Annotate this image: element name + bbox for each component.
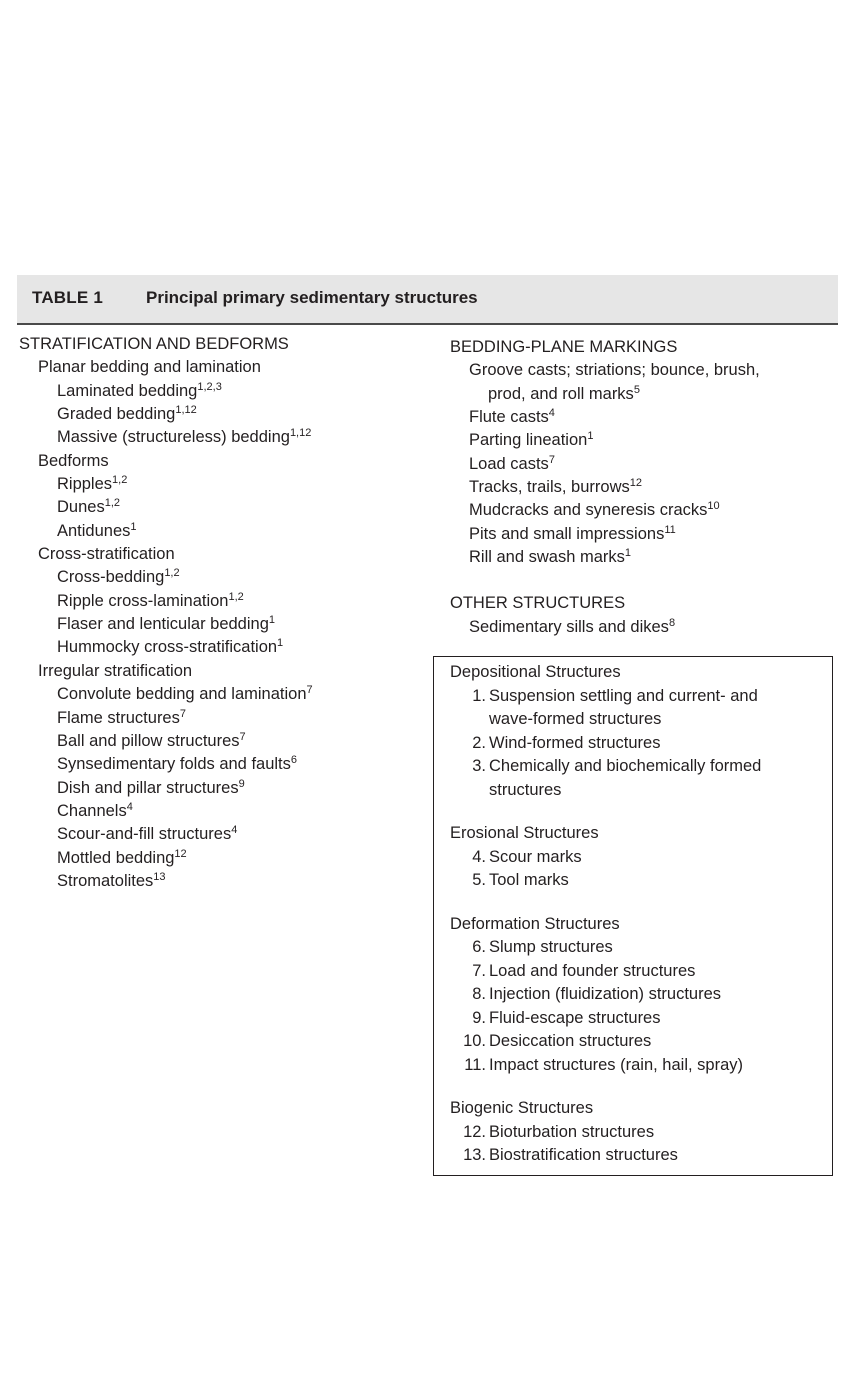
footnote-ref: 8 — [668, 616, 676, 629]
legend-text: Load and founder structures — [489, 961, 696, 980]
spacer — [450, 802, 761, 822]
list-item — [19, 543, 313, 566]
footnote-ref: 1,2 — [104, 497, 120, 510]
footnote-ref: 7 — [306, 684, 313, 697]
legend-number: 3. — [472, 757, 486, 775]
legend-item — [450, 960, 761, 984]
legend-number: 10. — [463, 1032, 486, 1050]
item-text: Cross-bedding — [57, 568, 165, 587]
legend-text: Bioturbation structures — [489, 1122, 655, 1141]
item-text: Ripple cross-lamination — [57, 591, 229, 610]
legend-item — [450, 685, 761, 709]
item-text: Scour-and-fill structures — [57, 825, 232, 844]
legend-text: Tool marks — [489, 871, 569, 889]
list-item — [19, 520, 313, 543]
section-heading — [450, 592, 760, 615]
list-item — [19, 823, 313, 846]
legend-heading: Deformation Structures — [450, 914, 620, 933]
footnote-ref: 1 — [268, 614, 276, 627]
list-item — [450, 499, 760, 522]
item-text: Irregular stratification — [38, 661, 193, 680]
list-item — [450, 476, 760, 499]
legend-item — [450, 846, 761, 870]
list-item — [19, 660, 313, 683]
left-column — [19, 333, 313, 893]
legend-item — [450, 983, 761, 1007]
legend-item — [450, 936, 761, 960]
legend-text: wave-formed structures — [489, 710, 662, 728]
item-text: Massive (structureless) bedding — [57, 428, 290, 447]
legend-heading: Biogenic Structures — [450, 1099, 594, 1117]
item-text: Bedforms — [38, 451, 109, 470]
item-text: STRATIFICATION AND BEDFORMS — [19, 335, 289, 353]
legend-number: 6. — [472, 938, 486, 956]
list-item — [450, 383, 760, 406]
legend-text: Desiccation structures — [489, 1032, 652, 1050]
table-number: TABLE 1 — [32, 288, 103, 307]
section-heading — [19, 333, 313, 356]
item-text: Dunes — [57, 498, 105, 517]
footnote-ref: 4 — [231, 824, 238, 837]
legend-text: Scour marks — [489, 847, 582, 866]
legend-number: 5. — [472, 871, 486, 889]
item-text: Cross-stratification — [38, 545, 175, 564]
spacer — [450, 893, 761, 913]
footnote-ref: 1,2 — [228, 590, 244, 603]
legend-item — [450, 1144, 761, 1168]
list-item — [19, 847, 313, 870]
legend-text: Impact structures (rain, hail, spray) — [489, 1055, 743, 1074]
list-item — [450, 429, 760, 452]
legend-number: 2. — [472, 733, 486, 752]
item-text: Groove casts; striations; bounce, brush, — [469, 361, 760, 380]
list-item — [450, 406, 760, 429]
section-heading — [450, 336, 760, 359]
legend-item — [450, 1121, 761, 1145]
item-text: Load casts — [469, 454, 549, 473]
legend-text: Wind-formed structures — [489, 733, 661, 752]
legend-item — [450, 779, 761, 803]
footnote-ref: 1 — [624, 547, 632, 560]
item-text: Convolute bedding and lamination — [57, 685, 307, 704]
list-item — [19, 450, 313, 473]
footnote-ref: 9 — [238, 777, 245, 790]
list-item — [19, 730, 313, 753]
list-item — [19, 683, 313, 706]
item-text: Flaser and lenticular bedding — [57, 615, 269, 634]
legend-number: 1. — [472, 686, 486, 705]
legend-number: 11. — [464, 1055, 486, 1074]
item-text: Flame structures — [57, 708, 180, 727]
legend-text: structures — [489, 780, 562, 799]
item-text: Sedimentary sills and dikes — [469, 617, 669, 636]
item-text: Antidunes — [57, 521, 131, 540]
legend-text: Slump structures — [489, 938, 613, 956]
item-text: Planar bedding and lamination — [38, 358, 261, 377]
list-item — [450, 453, 760, 476]
footnote-ref: 12 — [174, 847, 187, 860]
legend-number: 9. — [472, 1008, 486, 1027]
footnote-ref: 11 — [664, 523, 676, 536]
item-text: Tracks, trails, burrows — [469, 478, 630, 497]
item-text: Dish and pillar structures — [57, 778, 239, 797]
footnote-ref: 6 — [290, 754, 298, 767]
spacer — [450, 1077, 761, 1097]
footnote-ref: 1,2 — [164, 567, 180, 580]
list-item — [450, 616, 760, 639]
item-text: Mottled bedding — [57, 848, 175, 867]
footnote-ref: 4 — [548, 407, 555, 420]
footnote-ref: 12 — [629, 477, 642, 490]
list-item — [19, 380, 313, 403]
legend-item — [450, 1054, 761, 1078]
right-column — [450, 336, 760, 639]
item-text: Graded bedding — [57, 405, 176, 424]
list-item — [450, 546, 760, 569]
list-item — [19, 870, 313, 893]
legend-number: 12. — [463, 1122, 486, 1141]
footnote-ref: 13 — [153, 870, 166, 883]
item-text: OTHER STRUCTURES — [450, 594, 626, 613]
item-text: Hummocky cross-stratification — [57, 638, 278, 657]
footnote-ref: 4 — [126, 800, 133, 813]
item-text: BEDDING-PLANE MARKINGS — [450, 338, 678, 356]
legend-item — [450, 708, 761, 732]
item-text: Ball and pillow structures — [57, 731, 240, 750]
list-item — [19, 356, 313, 379]
item-text: Laminated bedding — [57, 381, 198, 400]
spacer — [450, 569, 760, 592]
list-item — [19, 496, 313, 519]
list-item — [450, 523, 760, 546]
footnote-ref: 1 — [130, 520, 137, 533]
item-text: Stromatolites — [57, 871, 154, 890]
legend-text: Suspension settling and current- and — [489, 686, 758, 705]
legend-item — [450, 755, 761, 779]
legend-item — [450, 1030, 761, 1054]
legend-heading: Erosional Structures — [450, 824, 599, 842]
item-text: Ripples — [57, 475, 113, 494]
legend-text: Biostratification structures — [489, 1146, 678, 1164]
item-text: Mudcracks and syneresis cracks — [469, 501, 708, 520]
footnote-ref: 1,2,3 — [197, 380, 222, 393]
table-title: Principal primary sedimentary structures — [146, 288, 478, 307]
footnote-ref: 7 — [179, 707, 186, 720]
legend-text: Chemically and biochemically formed — [489, 757, 762, 775]
item-text: Parting lineation — [469, 431, 588, 450]
footnote-ref: 1 — [277, 637, 284, 650]
legend-text: Injection (fluidization) structures — [489, 985, 722, 1003]
list-item — [19, 426, 313, 449]
table-header — [17, 275, 838, 325]
list-item — [19, 777, 313, 800]
list-item — [19, 566, 313, 589]
item-text: Rill and swash marks — [469, 548, 625, 567]
footnote-ref: 5 — [633, 383, 640, 396]
legend-number: 13. — [463, 1146, 486, 1164]
footnote-ref: 1,12 — [175, 404, 197, 417]
list-item — [19, 753, 313, 776]
item-text: Channels — [57, 801, 127, 820]
legend-item — [450, 732, 761, 756]
legend-text: Fluid-escape structures — [489, 1008, 661, 1027]
legend-item — [450, 869, 761, 893]
list-item — [19, 800, 313, 823]
legend-list — [450, 661, 761, 1168]
list-item — [450, 359, 760, 382]
item-text: Flute casts — [469, 408, 549, 427]
list-item — [19, 473, 313, 496]
footnote-ref: 10 — [707, 500, 720, 513]
item-text: Synsedimentary folds and faults — [57, 755, 291, 774]
footnote-ref: 1,12 — [289, 427, 312, 440]
legend-number: 4. — [472, 847, 486, 866]
list-item — [19, 613, 313, 636]
legend-item — [450, 1007, 761, 1031]
legend-number: 8. — [472, 985, 486, 1003]
legend-heading: Depositional Structures — [450, 663, 621, 681]
footnote-ref: 7 — [239, 730, 246, 743]
footnote-ref: 7 — [548, 453, 555, 466]
footnote-ref: 1,2 — [112, 474, 128, 487]
list-item — [19, 403, 313, 426]
list-item — [19, 636, 313, 659]
item-text: prod, and roll marks — [488, 384, 634, 403]
list-item — [19, 590, 313, 613]
legend-number: 7. — [472, 961, 486, 980]
legend-box — [433, 656, 833, 1176]
footnote-ref: 1 — [587, 430, 594, 443]
list-item — [19, 707, 313, 730]
item-text: Pits and small impressions — [469, 524, 665, 543]
